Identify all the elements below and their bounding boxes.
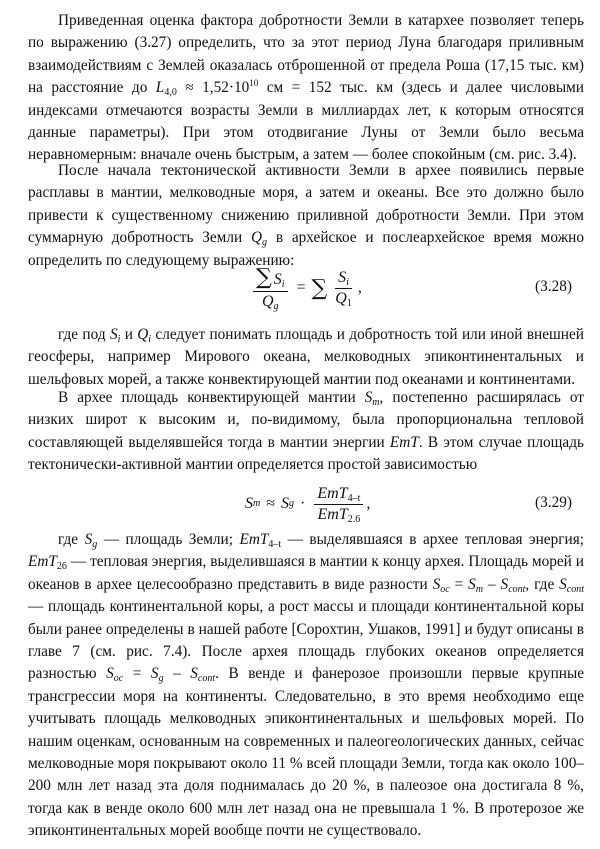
math-subscript: i [148,334,152,345]
fraction-denominator [259,292,282,311]
math-symbol: Q [261,293,274,310]
math-symbol: S [190,665,198,683]
math-symbol: S [432,575,441,593]
math-symbol: EmT [389,433,419,451]
math-subscript: cont [508,583,526,595]
math-symbol: S [109,326,118,343]
text-run: — площадь Земли; [97,531,240,548]
math-symbol: S [106,665,114,683]
math-subscript: m [475,583,484,595]
formula-3-28 [0,258,600,318]
math-exponent: 10 [249,78,259,89]
math-symbol: Q [137,326,149,343]
math-symbol: S [559,575,567,593]
math-symbol: S [245,495,253,512]
text-run: – [163,665,191,683]
math-subscript: oc [440,583,450,595]
math-subscript: 4,0 [164,87,177,99]
sum-sign: ∑ [256,265,272,290]
formula-body [250,258,362,318]
math-subscript: m [372,397,380,408]
math-symbol: EmT [28,553,57,571]
fraction-right [332,269,355,308]
math-symbol: EmT [317,505,348,523]
formula-body [245,474,370,534]
math-subscript: i [346,276,349,288]
fraction [314,485,363,524]
text-run: = [449,575,469,593]
math-subscript: 1 [346,297,352,309]
text-run: , постепенно расширялась от низких широт к высоким и, по-видимому, была пропорциональна тепловой составляющей выделявшейся тогда в мантии энергии [28,389,584,451]
math-symbol: S [84,531,93,548]
fraction-left [253,265,288,311]
text-run: — выделявшаяся в архее тепловая энергия; [281,531,584,548]
text-run: см = 152 тыс. км (здесь и далее числовыми индексами отмечаются возрасты Земли в миллиардах лет, к которым относятся данные параметры). При этом отодвигание Луны от Земли было весьма неравномерным: вначале очень быстрым, а затем — более спокойным (см. рис. 3.4). [28,79,584,164]
equals-sign: = [296,279,306,296]
text-run: где [58,531,85,548]
formula-3-29 [0,474,600,534]
text-run: Приведенная оценка фактора добротности Земли в катархее позволяет теперь по выражению (3.27) определить, что за этот период Луна благодаря приливным взаимодействиям с Землей оказалась отброшенной от предела Роша (17,15 тыс. км) на расстояние до [28,12,584,97]
math-subscript: g [158,673,164,685]
formula-comma: , [366,495,371,512]
fraction-denominator [314,505,363,524]
fraction-numerator [314,485,363,505]
math-subscript: g [273,301,279,312]
fraction-denominator [332,289,355,308]
text-run: = [123,665,151,683]
approx-sign: ≈ [266,495,276,512]
math-symbol: Q [250,229,263,247]
paragraph-convecting-mantle [28,387,584,477]
math-subscript: cont [197,673,216,685]
math-subscript: g [92,539,98,550]
math-subscript: 2.6 [347,513,361,525]
math-symbol: S [150,665,159,683]
text-run: , где [525,575,560,593]
math-subscript: 4–t [347,492,361,504]
paragraph-tectonic-activity [28,160,584,272]
text-run: . В венде и фанерозое произошли первые крупные трансгрессии моря на континенты. Следовательно, в это время необходимо еще учитывать площадь мелководных эпиконтинентальных и шельфовых морей. По нашим оценкам, основанным на современных и палеогеологических данных, сейчас мелководные моря покрывают около 11 % всей площади Земли, тогда как около 100–200 млн лет назад эта доля поднималась до 20 %, в палеозое она достигала 8 %, тогда как в венде около 600 млн лет назад она не превышала 1 %. В протерозое же эпиконтинентальных морей вообще почти не существовало. [28,665,585,840]
paragraph-ocean-areas [28,529,584,843]
multiply-dot: · [300,495,306,512]
math-symbol: S [281,495,290,512]
fraction-numerator [253,265,288,292]
math-subscript: g [262,237,268,249]
math-subscript: oc [113,673,124,685]
text-run: следует понимать площадь и добротность той или иной внешней геосферы, например Мирового океана, мелководных эпиконтинентальных и шельфовых морей, а также конвектирующей мантии под океанами и континентами. [28,326,584,388]
math-subscript: m [253,498,261,509]
math-symbol: L [155,79,165,97]
math-symbol: EmT [239,531,269,548]
text-run: После начала тектонической активности Земли в архее появились первые расплавы в мантии, мелководные моря, а затем и океаны. Все это должно было привести к существенному снижению приливной добротности Земли. При этом суммарную добротность Земли [28,162,584,247]
sum-sign: ∑ [311,275,328,301]
math-subscript: 26 [56,561,67,573]
fraction-numerator [335,269,352,289]
equation-number: (3.28) [535,278,572,295]
math-symbol: S [468,575,476,593]
paragraph-moon-roche-limit [28,10,584,167]
text-run: — тепловая энергия, выделившаяся в мантии к концу архея. Площадь морей и океанов в архее целесообразно представить в виде разности [28,553,584,593]
text-run: где под [58,326,110,343]
math-symbol: S [273,271,282,288]
math-subscript: i [281,279,285,290]
math-subscript: g [289,498,295,509]
math-symbol: S [364,389,373,406]
math-subscript: cont [566,583,585,595]
math-symbol: Q [335,289,347,307]
text-run: В архее площадь конвектирующей мантии [58,389,365,406]
math-subscript: i [117,334,121,345]
formula-comma: , [357,279,362,296]
paragraph-geosphere-definition [28,324,584,391]
math-symbol: S [338,268,347,286]
math-symbol: S [500,575,509,593]
text-run: и [120,326,138,343]
math-subscript: 4–t [268,539,282,550]
equation-number: (3.29) [535,494,572,511]
text-run: в архейское и послеархейское время можно определить по следующему выражению: [28,229,584,269]
text-run: ≈ 1,52·10 [176,79,250,97]
text-run: — площадь континентальной коры, а рост массы и площади континентальной коры были ранее определены в нашей работе [Сорохтин, Ушаков, 1991] и будут описаны в главе 7 (см. рис. 7.4). После архея площадь глубоких океанов определяется разностью [28,598,584,683]
text-run: . В этом случае площадь тектонически-активной мантии определяется простой зависимостью [28,433,584,474]
math-symbol: EmT [317,484,348,502]
text-run: – [483,575,501,593]
